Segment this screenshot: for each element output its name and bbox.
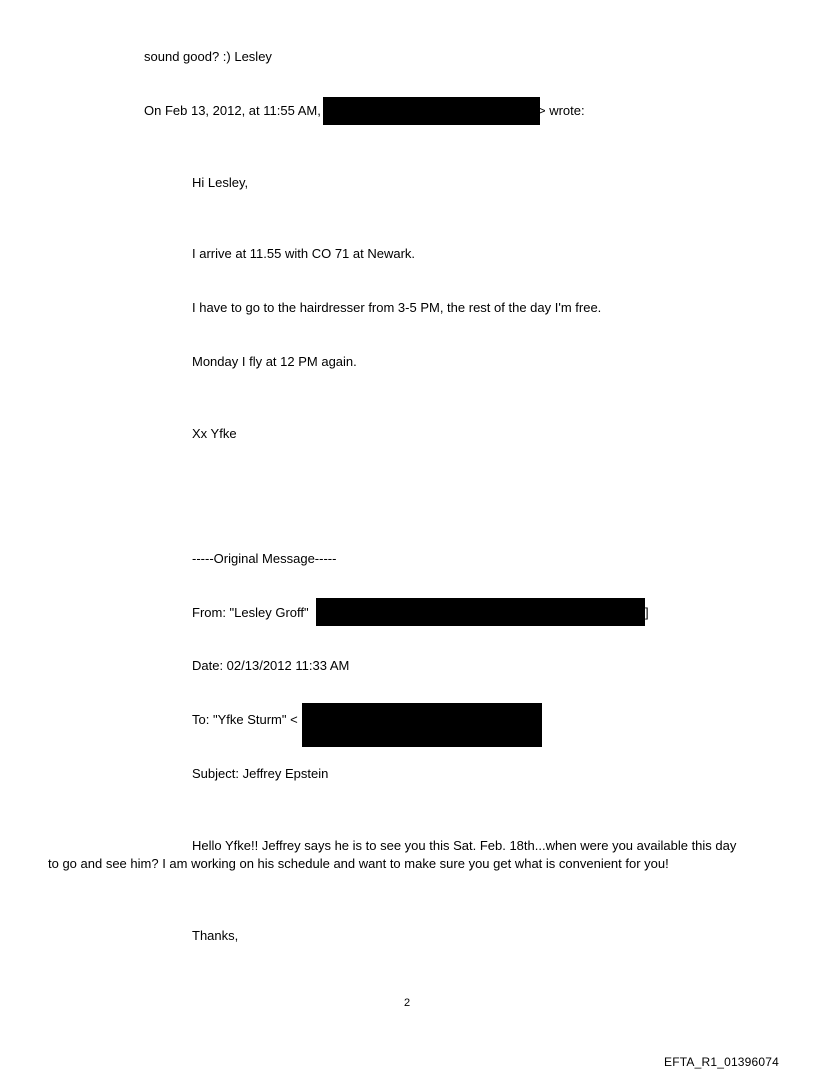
body-line-1: Hello Yfke!! Jeffrey says he is to see you this Sat. Feb. 18th...when were you available this day xyxy=(192,838,737,853)
redaction-box-sender-email xyxy=(323,97,540,125)
quoted-greeting: Hi Lesley, xyxy=(192,175,249,190)
header-subject: Subject: Jeffrey Epstein xyxy=(192,766,329,781)
quote-header-suffix: > wrote: xyxy=(538,103,585,118)
header-to-prefix: To: "Yfke Sturm" < xyxy=(192,712,298,727)
quoted-line-hairdresser: I have to go to the hairdresser from 3-5 PM, the rest of the day I'm free. xyxy=(192,300,602,315)
page-number: 2 xyxy=(404,997,411,1009)
redaction-box-to-email xyxy=(302,703,542,747)
header-from-prefix: From: "Lesley Groff" xyxy=(192,605,309,620)
header-from-suffix: ] xyxy=(645,605,649,620)
body-line-2: to go and see him? I am working on his schedule and want to make sure you get what is convenient for you! xyxy=(48,856,669,871)
body-thanks: Thanks, xyxy=(192,928,239,943)
quote-header-prefix: On Feb 13, 2012, at 11:55 AM, xyxy=(144,103,321,118)
reply-closing: sound good? :) Lesley xyxy=(144,49,272,64)
header-date: Date: 02/13/2012 11:33 AM xyxy=(192,658,350,673)
quoted-line-monday: Monday I fly at 12 PM again. xyxy=(192,354,357,369)
quoted-line-arrival: I arrive at 11.55 with CO 71 at Newark. xyxy=(192,246,416,261)
bates-number: EFTA_R1_01396074 xyxy=(664,1055,780,1069)
quoted-signoff: Xx Yfke xyxy=(192,426,237,441)
redaction-box-from-email xyxy=(316,598,645,626)
original-message-separator: -----Original Message----- xyxy=(192,551,337,566)
